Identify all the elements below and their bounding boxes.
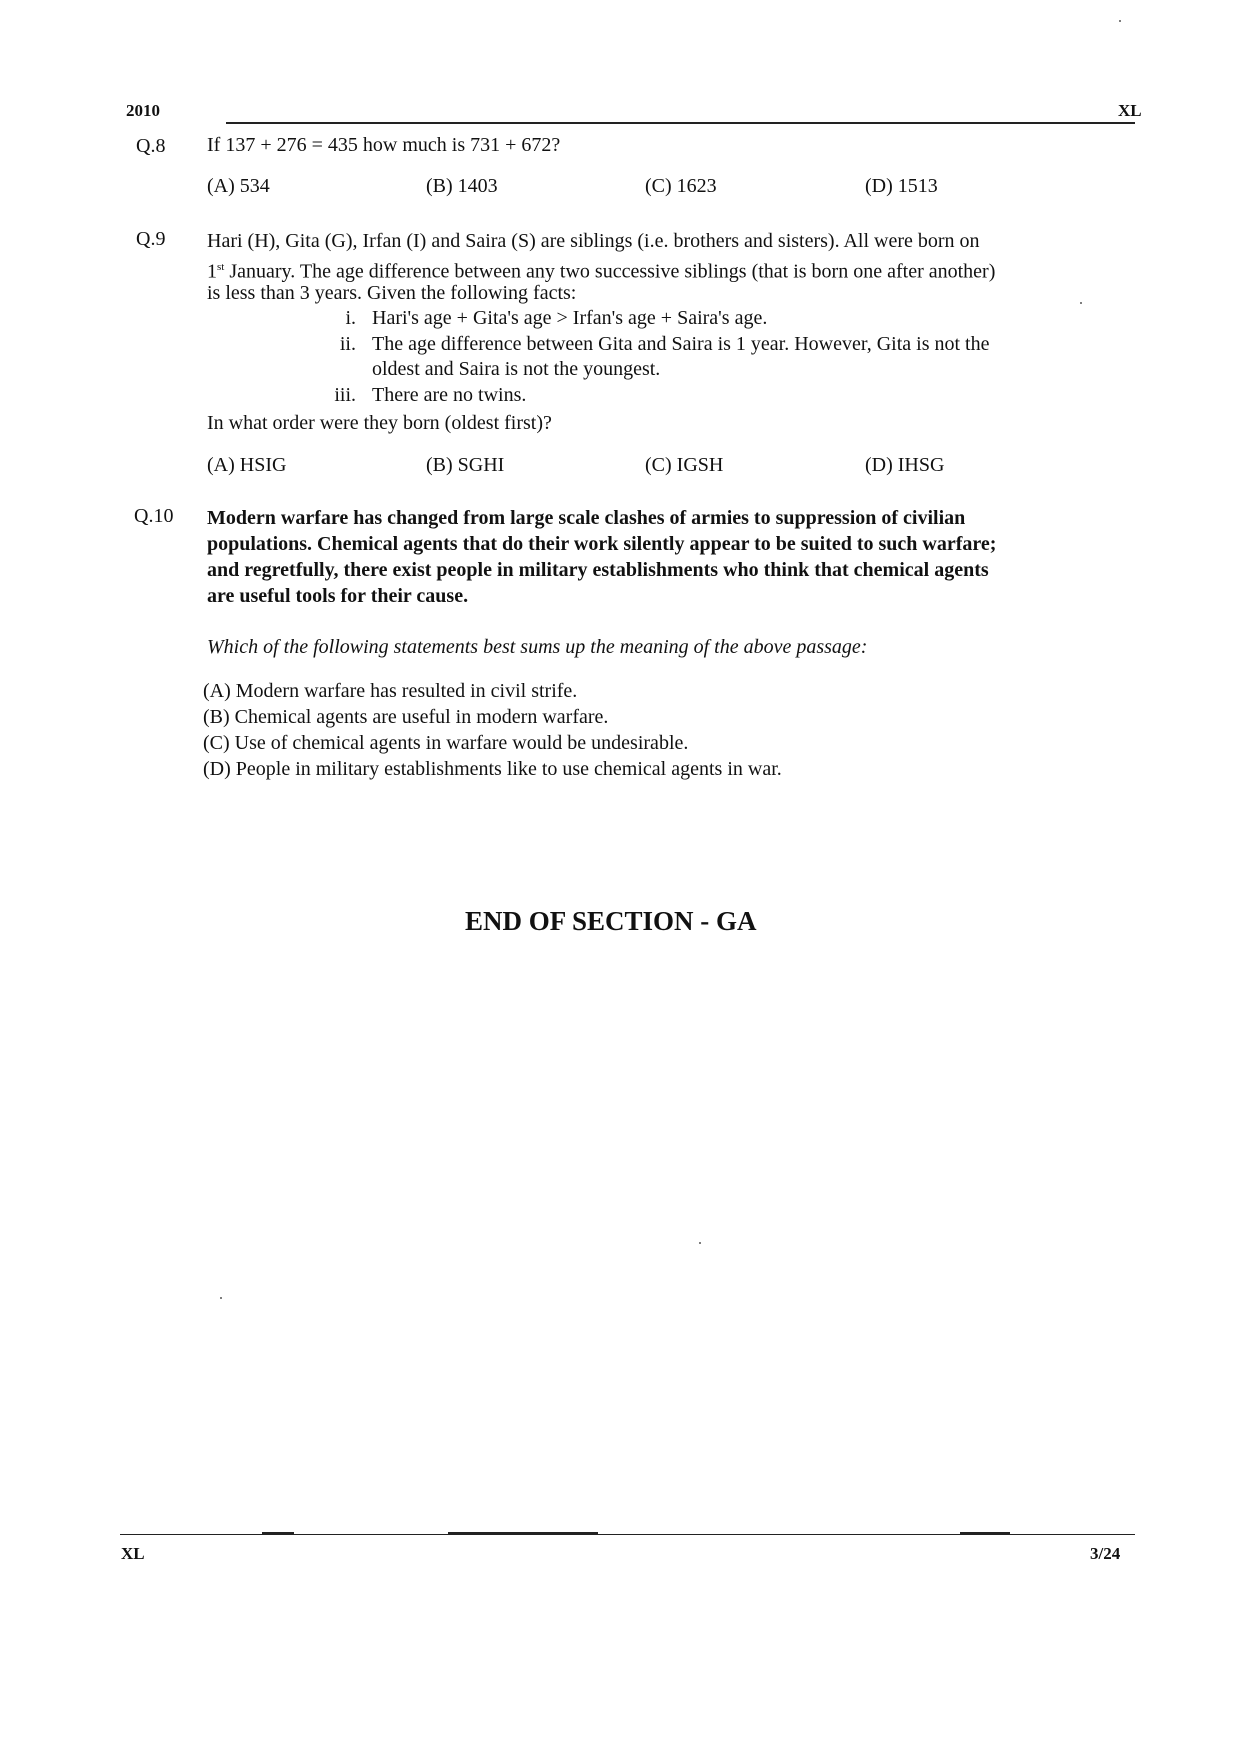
option-b: (B) 1403 bbox=[426, 175, 498, 197]
question-text: In what order were they born (oldest first)? bbox=[207, 412, 552, 434]
footer-rule-mark bbox=[262, 1532, 294, 1535]
passage-line: Modern warfare has changed from large scale clashes of armies to suppression of civilian bbox=[207, 507, 966, 529]
option-d: (D) People in military establishments like to use chemical agents in war. bbox=[203, 758, 782, 780]
option-a: (A) HSIG bbox=[207, 454, 287, 476]
option-c: (C) IGSH bbox=[645, 454, 724, 476]
option-c: (C) 1623 bbox=[645, 175, 717, 197]
scan-speck bbox=[1119, 20, 1121, 22]
footer-rule-mark bbox=[960, 1532, 1010, 1534]
option-b: (B) SGHI bbox=[426, 454, 505, 476]
fact-number: ii. bbox=[339, 333, 356, 355]
question-prompt: Which of the following statements best sums up the meaning of the above passage: bbox=[207, 636, 868, 658]
header-rule bbox=[226, 122, 1135, 124]
passage-line: populations. Chemical agents that do their work silently appear to be suited to such warfare; bbox=[207, 533, 997, 555]
option-a: (A) 534 bbox=[207, 175, 270, 197]
fact-text: There are no twins. bbox=[372, 384, 527, 406]
scan-speck bbox=[1080, 302, 1082, 304]
fact-text: oldest and Saira is not the youngest. bbox=[372, 358, 661, 380]
fact-number: i. bbox=[345, 307, 356, 329]
scan-speck bbox=[220, 1297, 222, 1299]
footer-rule-mark bbox=[448, 1532, 598, 1534]
option-b: (B) Chemical agents are useful in modern warfare. bbox=[203, 706, 609, 728]
footer-paper-code: XL bbox=[121, 1544, 145, 1563]
header-year: 2010 bbox=[126, 101, 160, 120]
fact-text: Hari's age + Gita's age > Irfan's age + Saira's age. bbox=[372, 307, 768, 329]
end-of-section: END OF SECTION - GA bbox=[465, 906, 757, 936]
fact-text: The age difference between Gita and Saira is 1 year. However, Gita is not the bbox=[372, 333, 990, 355]
question-number: Q.9 bbox=[136, 228, 166, 250]
fact-number: iii. bbox=[334, 384, 356, 406]
scan-speck bbox=[699, 1242, 701, 1244]
question-intro-line: is less than 3 years. Given the following facts: bbox=[207, 282, 577, 304]
option-d: (D) 1513 bbox=[865, 175, 938, 197]
question-intro-line: Hari (H), Gita (G), Irfan (I) and Saira (S) are siblings (i.e. brothers and sisters). All were born on bbox=[207, 230, 980, 252]
option-d: (D) IHSG bbox=[865, 454, 945, 476]
question-number: Q.8 bbox=[136, 135, 166, 157]
page-number: 3/24 bbox=[1090, 1544, 1121, 1563]
option-c: (C) Use of chemical agents in warfare would be undesirable. bbox=[203, 732, 689, 754]
header-paper-code: XL bbox=[1118, 101, 1142, 120]
intro-ordinal: st bbox=[217, 261, 225, 273]
passage-line: are useful tools for their cause. bbox=[207, 585, 469, 607]
intro-day: 1 bbox=[207, 260, 217, 283]
question-number: Q.10 bbox=[134, 505, 174, 527]
option-a: (A) Modern warfare has resulted in civil strife. bbox=[203, 680, 578, 702]
intro-rest: January. The age difference between any two successive siblings (that is born one after another) bbox=[224, 260, 996, 283]
question-text: If 137 + 276 = 435 how much is 731 + 672? bbox=[207, 134, 561, 156]
passage-line: and regretfully, there exist people in military establishments who think that chemical agents bbox=[207, 559, 989, 581]
